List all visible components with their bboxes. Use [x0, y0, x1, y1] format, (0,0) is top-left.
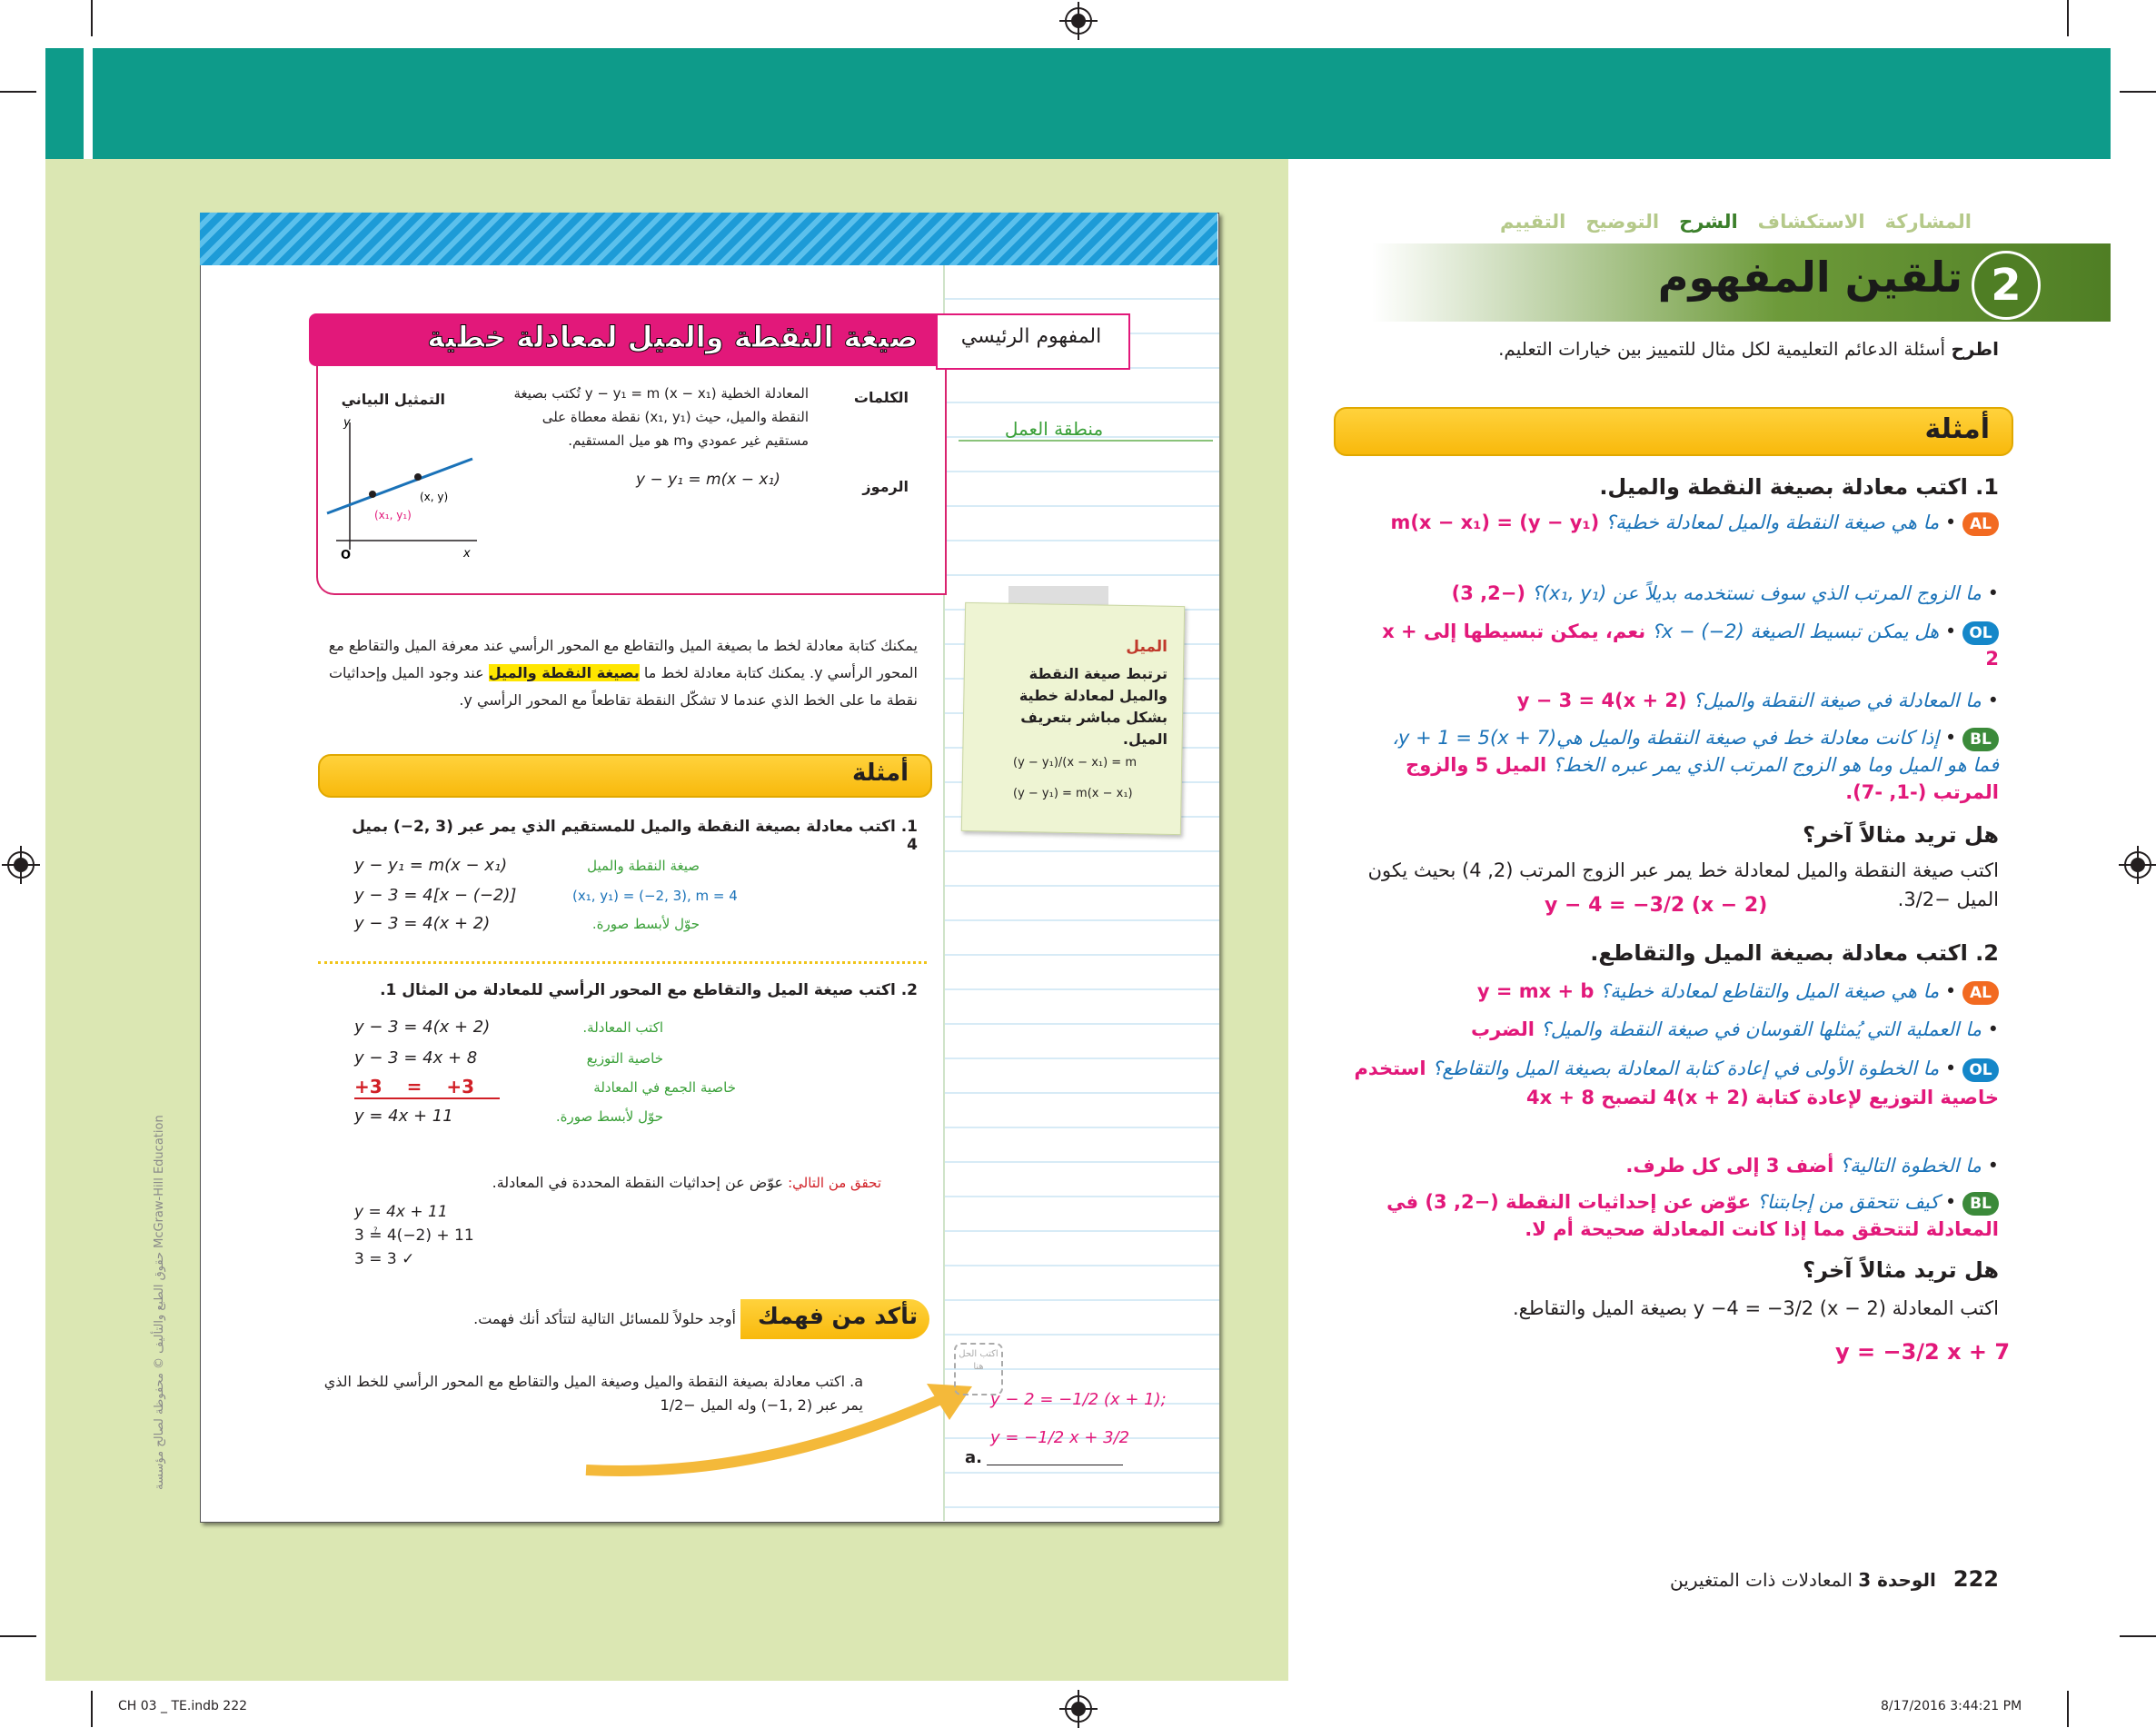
graph-origin-label: O — [341, 549, 352, 562]
page-ex2-note2: خاصية التوزيع — [586, 1050, 663, 1067]
words-label: الكلمات — [853, 389, 909, 406]
answer-line1: y − 2 = −1/2 (x + 1); — [990, 1390, 1167, 1409]
check-understanding-title: تأكد من فهمك — [757, 1303, 918, 1329]
symbols-equation: y − y₁ = m(x − x₁) — [636, 471, 780, 489]
registration-mark-icon — [2124, 851, 2151, 879]
page-footer — [1545, 1566, 1999, 1592]
page-ex2-note1: اكتب المعادلة. — [582, 1019, 663, 1036]
intro-line — [1317, 338, 1999, 360]
crop-mark — [2120, 91, 2156, 93]
unit-label: الوحدة 3 — [1858, 1569, 1936, 1591]
ex2-another-title: هل تريد مثالاً آخر؟ — [1803, 1257, 1999, 1283]
ex2-another-answer: y = −3/2 x + 7 — [1835, 1339, 2011, 1365]
sticky-eq2: (y − y₁) = m(x − x₁) — [1013, 787, 1133, 800]
page-ex2-note3: خاصية الجمع في المعادلة — [593, 1079, 736, 1096]
arrow-icon — [581, 1379, 981, 1479]
example-divider — [318, 961, 927, 964]
graph-y-label: y — [343, 416, 351, 430]
check-understanding-sub: أوجد حلولاً للمسائل التالية لتتأكد أنك فهمت. — [473, 1310, 736, 1327]
registration-mark-icon — [1065, 7, 1092, 35]
page-examples-title: أمثلة — [851, 760, 909, 787]
ex2-item-ol: OL • ما الخطوة الأولى في إعادة كتابة المعادلة بصيغة الميل والتقاطع؟ استخدم خاصية التوزيع لإعادة كتابة (x + 2)4 لتصبح 4x + 8 — [1354, 1058, 1999, 1108]
page-top-stripe — [200, 213, 1217, 265]
check-text: عوّض عن إحداثيات النقطة المحددة في المعادلة. — [492, 1174, 783, 1191]
work-zone-line — [959, 440, 1213, 442]
sticky-eq1: (y − y₁)/(x − x₁) = m — [1013, 756, 1137, 770]
graph-label: التمثيل البياني — [341, 391, 445, 408]
ex1-item-2: • ما الزوج المرتب الذي سوف نستخدمه بديلاً عن (x₁, y₁)؟ (−2, 3) — [1451, 582, 1999, 604]
phase-nav — [1454, 211, 1972, 233]
phase-explain[interactable]: الشرح — [1679, 211, 1738, 233]
ex1-item-4: • ما المعادلة في صيغة النقطة والميل؟ y − 3 = 4(x + 2) — [1516, 690, 1999, 711]
work-zone-label: منطقة العمل — [1004, 418, 1104, 440]
graph-x-label: x — [463, 547, 471, 561]
page-ex2-eq3: +3 = +3 — [354, 1076, 500, 1099]
ex2-heading: 2. اكتب معادلة بصيغة الميل والتقاطع. — [1590, 940, 1999, 966]
ex1-another-answer: y − 4 = −3/2 (x − 2) — [1545, 894, 1768, 917]
al-badge: AL — [1962, 512, 1999, 536]
page-ex1-title: 1. اكتب معادلة بصيغة النقطة والميل للمستقيم الذي يمر عبر (3 ,2−) بميل 4 — [352, 818, 918, 854]
page-ex1-note1: صيغة النقطة والميل — [587, 858, 700, 874]
ex2-item-bl: BL • كيف نتحقق من إجابتنا؟ عوّض عن إحداثيات النقطة (−2, 3) في المعادلة لتتحقق مما إذا كانت المعادلة صحيحة أم لا. — [1386, 1191, 1999, 1240]
page-ex2-title: 2. اكتب صيغة الميل والتقاطع مع المحور الرأسي للمعادلة من المثال 1. — [380, 981, 918, 999]
section-title: تلقين المفهوم — [1657, 253, 1962, 302]
ex1-item-ol: OL • هل يمكن تبسيط الصيغة (x − (−2؟ نعم، يمكن تبسيطها إلى x + 2 — [1382, 621, 1999, 670]
ex2-item-4: • ما الخطوة التالية؟ أضف 3 إلى كل طرف. — [1625, 1155, 1999, 1177]
header-band — [45, 48, 2111, 159]
ex2-item-al: AL • ما هي صيغة الميل والتقاطع لمعادلة خطية؟ y = mx + b — [1363, 978, 1999, 1005]
copyright-vertical: حقوق الطبع والتأليف © محفوظة لصالح مؤسسة McGraw-Hill Education — [153, 1115, 166, 1490]
intro-text: أسئلة الدعائم التعليمية لكل مثال للتمييز بين خيارات التعليم. — [1498, 338, 1946, 360]
page-ex2-note4: حوّل لأبسط صورة. — [555, 1108, 663, 1125]
words-text: المعادلة الخطية (y − y₁ = m (x − x₁ تُكتب بصيغة النقطة والميل، حيث (x₁, y₁) نقطة معطاة على مستقيم غير عمودي وm هو ميل المستقيم. — [513, 385, 809, 449]
ex2-item-2: • ما العملية التي يُمثلها القوسان في صيغة النقطة والميل؟ الضرب — [1470, 1018, 1999, 1040]
page-ex2-eq2: y − 3 = 4x + 8 — [354, 1048, 478, 1068]
page-number: 222 — [1952, 1566, 1999, 1592]
problem-a: a. اكتب معادلة بصيغة النقطة والميل وصيغة الميل والتقاطع مع المحور الرأسي للخط الذي يمر عبر (2 ,1−) وله الميل −1/2 — [323, 1373, 863, 1414]
registration-mark-icon — [1065, 1695, 1092, 1723]
sticky-text: ترتبط صيغة النقطة والميل لمعادلة خطية بشكل مباشر بتعريف الميل. — [1018, 665, 1167, 748]
ex1-item-bl: BL • إذا كانت معادلة خط في صيغة النقطة والميل هي(y + 1 = 5(x + 7، فما هو الميل وما هو الزوج المرتب الذي يمر عبره الخط؟ الميل 5 والزوج المرتب (-1, -7). — [1392, 727, 1999, 803]
ex1-another-title: هل تريد مثالاً آخر؟ — [1803, 822, 1999, 848]
check-line — [436, 1174, 881, 1191]
check-label: تحقق من التالي: — [788, 1175, 881, 1191]
answer-line2: y = −1/2 x + 3/2 — [990, 1428, 1130, 1447]
crop-mark — [91, 0, 93, 36]
intro-bold: اطرح — [1951, 338, 1999, 360]
ex1-heading: 1. اكتب معادلة بصيغة النقطة والميل. — [1599, 474, 1999, 500]
al-badge: AL — [1962, 981, 1999, 1005]
try-tag: اكتب الحل هنا — [954, 1343, 1003, 1395]
registration-mark-icon — [7, 851, 35, 879]
ex1-item-al: AL • ما هي صيغة النقطة والميل لمعادلة خطية؟ (y − y₁) = m(x − x₁) — [1363, 509, 1999, 536]
ol-badge: OL — [1962, 1058, 1999, 1082]
key-concept-title: صيغة النقطة والميل لمعادلة خطية — [427, 320, 918, 354]
phase-evaluate[interactable]: التقييم — [1499, 211, 1566, 233]
crop-mark — [0, 91, 36, 93]
header-gap — [84, 48, 93, 159]
phase-explore[interactable]: الاستكشاف — [1757, 211, 1865, 233]
page-ex1-eq2: y − 3 = 4[x − (−2)] — [354, 886, 517, 905]
graph-point1-label: (x₁, y₁) — [374, 509, 412, 521]
page-ex1-note2: (x₁, y₁) = (−2, 3), m = 4 — [572, 888, 738, 904]
answer-label: a. — [965, 1448, 982, 1467]
phase-engage[interactable]: المشاركة — [1884, 211, 1972, 233]
crop-mark — [2067, 0, 2069, 36]
check-row1: y = 4x + 11 — [354, 1203, 448, 1221]
intro-paragraph: يمكنك كتابة معادلة لخط ما بصيغة الميل والتقاطع مع المحور الرأسي عند معرفة الميل والتقاطع مع المحور الرأسي y. يمكنك كتابة معادلة لخط ما بصيغة النقطة والميل عند وجود الميل وإحداثيات نقطة ما على الخط الذي عندما لا تشكّل النقطة تقاطعاً مع المحور الرأسي y. — [328, 637, 918, 709]
ex2-another-text: اكتب المعادلة y −4 = −3/2 (x − 2) بصيغة الميل والتقاطع. — [1513, 1297, 1999, 1319]
highlight-term: بصيغة النقطة والميل — [488, 664, 640, 681]
symbols-label: الرموز — [862, 478, 909, 495]
crop-mark — [0, 1635, 36, 1637]
crop-mark — [91, 1691, 93, 1727]
phase-elaborate[interactable]: التوضيح — [1585, 211, 1660, 233]
ol-badge: OL — [1962, 621, 1999, 645]
examples-title: أمثلة — [1924, 413, 1990, 445]
graph-point2-label: (x, y) — [420, 491, 449, 503]
page-ex2-eq4: y = 4x + 11 — [354, 1107, 453, 1126]
check-row2: 3 ≟ 4(−2) + 11 — [354, 1226, 474, 1245]
ex1-another-text: اكتب صيغة النقطة والميل لمعادلة خط يمر عبر الزوج المرتب (2, 4) بحيث يكون الميل −3/2. — [1367, 859, 1999, 910]
crop-mark — [2120, 1635, 2156, 1637]
page-ex1-eq3: y − 3 = 4(x + 2) — [354, 914, 491, 933]
key-concept-tag-label: المفهوم الرئيسي — [960, 325, 1102, 348]
unit-title: المعادلات ذات المتغيرين — [1670, 1569, 1853, 1591]
work-zone-column — [943, 265, 1219, 1521]
page-ex1-note3: حوّل لأبسط صورة. — [591, 916, 700, 932]
slug-left: CH 03 _ TE.indb 222 — [118, 1699, 248, 1713]
point-slope-graph — [318, 413, 482, 568]
slug-right: 8/17/2016 3:44:21 PM — [1881, 1699, 2022, 1713]
page-ex2-eq1: y − 3 = 4(x + 2) — [354, 1018, 491, 1037]
section-number-badge: 2 — [1972, 251, 2041, 320]
sticky-title: الميل — [1126, 638, 1167, 656]
bl-badge: BL — [1962, 1192, 1999, 1216]
page-ex1-eq1: y − y₁ = m(x − x₁) — [354, 856, 508, 875]
bl-badge: BL — [1962, 728, 1999, 751]
check-row3: 3 = 3 ✓ — [354, 1250, 415, 1268]
